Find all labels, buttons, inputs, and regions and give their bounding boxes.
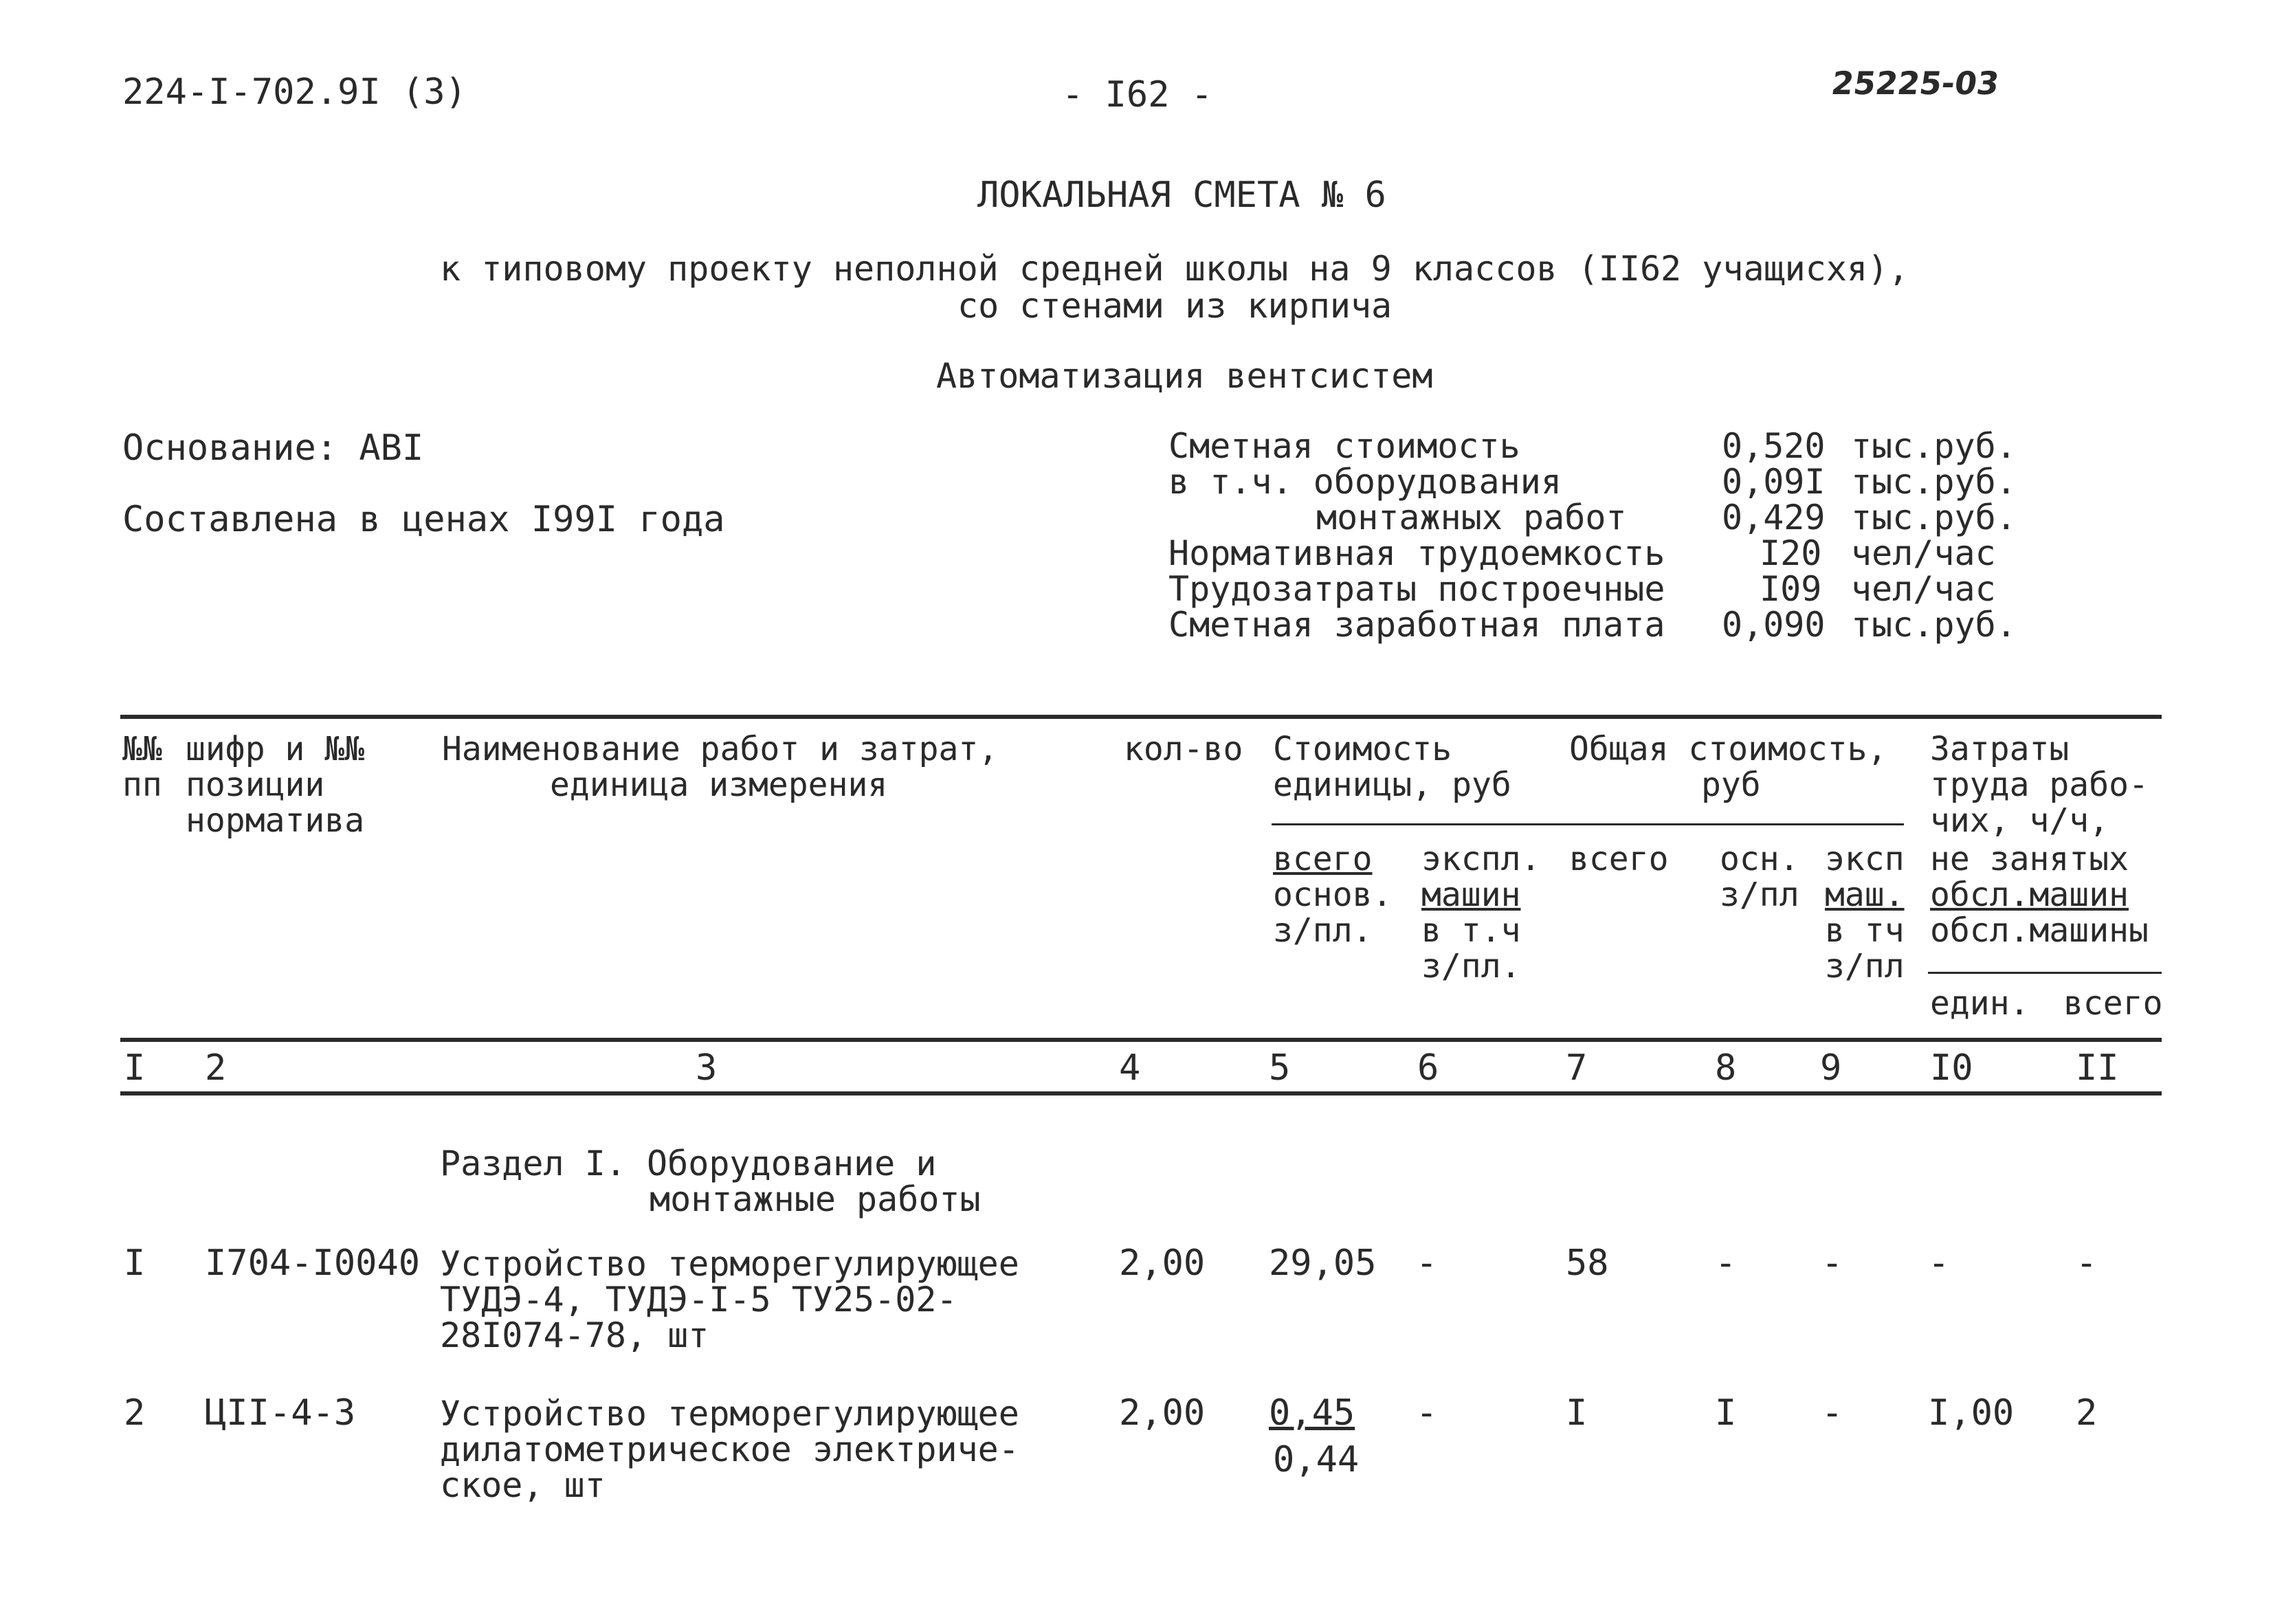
estimate-title: ЛОКАЛЬНАЯ СМЕТА № 6 [977,175,1386,216]
col-header-labor: труда рабо- [1930,766,2149,804]
col-header-unit-base: основ. [1273,876,1393,914]
column-number: 4 [1119,1047,1141,1089]
col-header-unit-cost: Стоимость [1273,730,1452,768]
col-header-total-base: з/пл [1720,876,1799,914]
col-header-labor: не занятых [1930,840,2129,878]
col-header-labor: чих, ч/ч, [1930,801,2109,840]
header-bottom-rule [120,1038,2162,1042]
col-header-code: шифр и №№ [186,730,365,768]
table-top-rule [120,715,2162,719]
summary-unit: чел/час [1851,569,1996,609]
col-header-total-mach-wage: з/пл [1825,947,1905,986]
col-header-unit-mach: машин [1421,876,1521,914]
document-code: 224-I-702.9I (3) [122,71,467,113]
col-header-total-base: осн. [1720,840,1799,878]
summary-value: I09 [1760,569,1822,609]
project-line-1: к типовому проекту неполной средней школы на 9 классов (II62 учащисхя), [440,249,1909,289]
summary-value: 0,520 [1722,426,1826,466]
col-header-total-cost: руб [1701,766,1761,804]
row-name: Устройство терморегулирующее [440,1244,1019,1284]
summary-label: Нормативная трудоемкость [1168,533,1665,573]
summary-label: Сметная стоимость [1168,426,1520,466]
column-number: 9 [1820,1047,1842,1089]
column-number: I0 [1930,1047,1973,1089]
summary-label: Сметная заработная плата [1168,605,1665,645]
row-unit-total: 0,45 [1269,1392,1355,1434]
column-number: II [2076,1047,2119,1089]
col-header-code: позиции [186,766,325,804]
col-header-labor: обсл.машин [1930,876,2129,914]
summary-value: I20 [1760,533,1822,573]
row-labor-unit: I,00 [1928,1392,2015,1434]
col-header-qty: кол-во [1124,730,1243,768]
col-header-unit-total: всего [1273,840,1373,878]
summary-unit: тыс.руб. [1851,605,2017,645]
column-number: 3 [696,1047,718,1089]
col-header-num: пп [122,766,162,804]
row-total-base: - [1715,1243,1737,1284]
cost-subheader-rule [1272,823,1904,825]
archive-number: 25225-03 [1829,65,2002,102]
column-number: 8 [1715,1047,1737,1089]
summary-unit: тыс.руб. [1851,498,2017,537]
row-number: 2 [124,1392,146,1434]
col-header-num: №№ [122,730,162,768]
row-total: I [1566,1392,1588,1434]
col-header-unit-cost: единицы, руб [1273,766,1511,804]
row-name: дилатометрическое электриче- [440,1430,1019,1469]
row-name: ТУДЭ-4, ТУДЭ-I-5 ТУ25-02- [440,1280,957,1320]
col-header-unit-mach-wage: з/пл. [1421,947,1521,986]
row-labor-unit: - [1928,1243,1950,1284]
column-number: 7 [1566,1047,1588,1089]
col-header-total: всего [1569,840,1669,878]
col-header-labor: обсл.машины [1930,911,2149,950]
row-code: ЦII-4-3 [205,1392,356,1434]
summary-unit: тыс.руб. [1851,426,2017,466]
labor-subheader-rule [1928,972,2162,974]
row-name: 28I074-78, шт [440,1315,709,1355]
row-unit-mach: - [1416,1392,1438,1434]
column-number: 5 [1269,1047,1291,1089]
column-number-rule [120,1091,2162,1095]
col-header-labor-total: всего [2063,984,2163,1023]
col-header-total-mach: эксп [1825,840,1905,878]
summary-value: 0,090 [1722,605,1826,645]
summary-label: Трудозатраты построечные [1168,569,1665,609]
summary-unit: чел/час [1851,533,1996,573]
col-header-code: норматива [186,801,365,840]
page-number: - I62 - [1062,74,1213,115]
row-name: ское, шт [440,1465,606,1505]
row-total-mach: - [1821,1243,1843,1284]
section-heading: Раздел I. Оборудование и [440,1144,937,1183]
basis-text: Основание: АВI [122,427,424,469]
col-header-name: Наименование работ и затрат, [442,730,999,768]
summary-value: 0,429 [1722,498,1826,537]
col-header-unit-mach-wage: в т.ч [1421,911,1521,950]
col-header-name: единица измерения [550,766,888,804]
column-number: 2 [205,1047,227,1089]
col-header-unit-mach: экспл. [1421,840,1541,878]
col-header-total-mach: маш. [1825,876,1905,914]
row-total-base: I [1715,1392,1737,1434]
summary-value: 0,09I [1722,462,1826,502]
row-unit-total: 29,05 [1269,1243,1377,1284]
row-unit-base: 0,44 [1273,1439,1360,1480]
row-unit-mach: - [1416,1243,1438,1284]
row-labor-total: - [2076,1243,2098,1284]
col-header-total-mach-wage: в тч [1825,911,1905,950]
row-code: I704-I0040 [205,1243,421,1284]
column-number: 6 [1417,1047,1439,1089]
row-total: 58 [1566,1243,1609,1284]
row-qty: 2,00 [1119,1243,1206,1284]
row-qty: 2,00 [1119,1392,1206,1434]
row-total-mach: - [1821,1392,1843,1434]
row-name: Устройство терморегулирующее [440,1394,1019,1434]
estimate-subject: Автоматизация вентсистем [936,356,1433,396]
prices-text: Составлена в ценах I99I года [122,499,725,540]
project-line-2: со стенами из кирпича [957,286,1393,326]
summary-label: монтажных работ [1316,498,1627,537]
section-heading: монтажные работы [650,1179,981,1219]
col-header-unit-base: з/пл. [1273,911,1373,950]
summary-label: в т.ч. оборудования [1168,462,1562,502]
col-header-labor: Затраты [1930,730,2070,768]
row-number: I [124,1243,146,1284]
col-header-labor-unit: един. [1930,984,2030,1023]
summary-unit: тыс.руб. [1851,462,2017,502]
col-header-total-cost: Общая стоимость, [1569,730,1887,768]
row-labor-total: 2 [2076,1392,2098,1434]
column-number: I [124,1047,146,1089]
